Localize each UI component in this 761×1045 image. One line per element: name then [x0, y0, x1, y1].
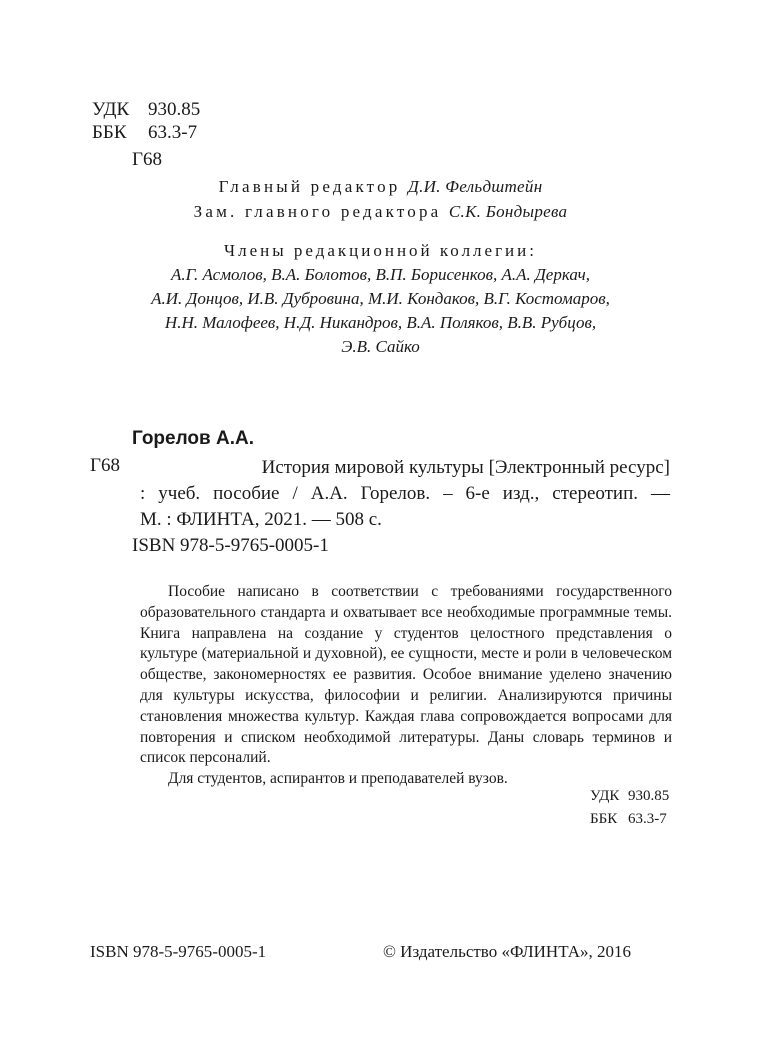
- record-isbn: ISBN 978-5-9765-0005-1: [132, 535, 329, 556]
- bbk-label: ББК: [92, 122, 127, 143]
- bibliographic-record: [140, 455, 670, 533]
- bbk-label: ББК: [590, 811, 618, 827]
- udk-label: УДК: [92, 99, 130, 120]
- board-line: Н.Н. Малофеев, Н.Д. Никандров, В.А. Поляков, В.В. Рубцов,: [164, 313, 597, 332]
- bbk-value: 63.3-7: [148, 122, 198, 143]
- udk-value: 930.85: [628, 788, 670, 804]
- udk-value: 930.85: [148, 99, 201, 120]
- abstract-paragraph: Пособие написано в соответствии с требованиями государственного образовательного стандарта и охватывает все необходимые программные темы. Книга направлена на создание у студентов целостного представления о культуре (материальной и духовной), ее сущности, месте и роли в человеческом обществе, закономерностях ее развития. Особое внимание уделено значению для культуры искусства, философии и религии. Анализируются причины становления множества культур. Каждая глава сопровождается вопросами для повторения и списком необходимой литературы. Даны словарь терминов и список персоналий.: [140, 583, 672, 767]
- classification-top: [92, 98, 200, 144]
- record-line: М. : ФЛИНТА, 2021. — 508 с.: [140, 509, 382, 530]
- author-mark-record: Г68: [90, 455, 120, 476]
- deputy-editor-name: С.К. Бондырева: [448, 202, 568, 221]
- author-mark-top: Г68: [132, 149, 162, 170]
- chief-editor-role: Главный редактор: [218, 177, 401, 196]
- author-heading: Горелов А.А.: [132, 428, 254, 449]
- chief-editor-line: [0, 177, 761, 197]
- footer-isbn: ISBN 978-5-9765-0005-1: [90, 942, 267, 961]
- footer-copyright: © Издательство «ФЛИНТА», 2016: [383, 942, 632, 961]
- abstract-audience: Для студентов, аспирантов и преподавателей вузов.: [168, 770, 508, 788]
- record-title-line: История мировой культуры [Электронный ресурс]: [261, 457, 670, 478]
- deputy-editor-role: Зам. главного редактора: [193, 202, 442, 221]
- board-heading: Члены редакционной коллегии:: [224, 241, 537, 260]
- bbk-value: 63.3-7: [628, 811, 667, 827]
- chief-editor-name: Д.И. Фельдштейн: [407, 177, 543, 196]
- board-line: А.Г. Асмолов, В.А. Болотов, В.П. Борисенков, А.А. Деркач,: [171, 265, 590, 284]
- abstract: [140, 582, 672, 790]
- board-line: Э.В. Сайко: [341, 337, 420, 356]
- editorial-board: [0, 239, 761, 359]
- udk-label: УДК: [590, 788, 620, 804]
- board-line: А.И. Донцов, И.В. Дубровина, М.И. Кондаков, В.Г. Костомаров,: [151, 289, 610, 308]
- record-line: : учеб. пособие / А.А. Горелов. – 6-е изд., стереотип. —: [140, 483, 670, 504]
- classification-bottom: [590, 785, 669, 831]
- deputy-editor-line: [0, 202, 761, 222]
